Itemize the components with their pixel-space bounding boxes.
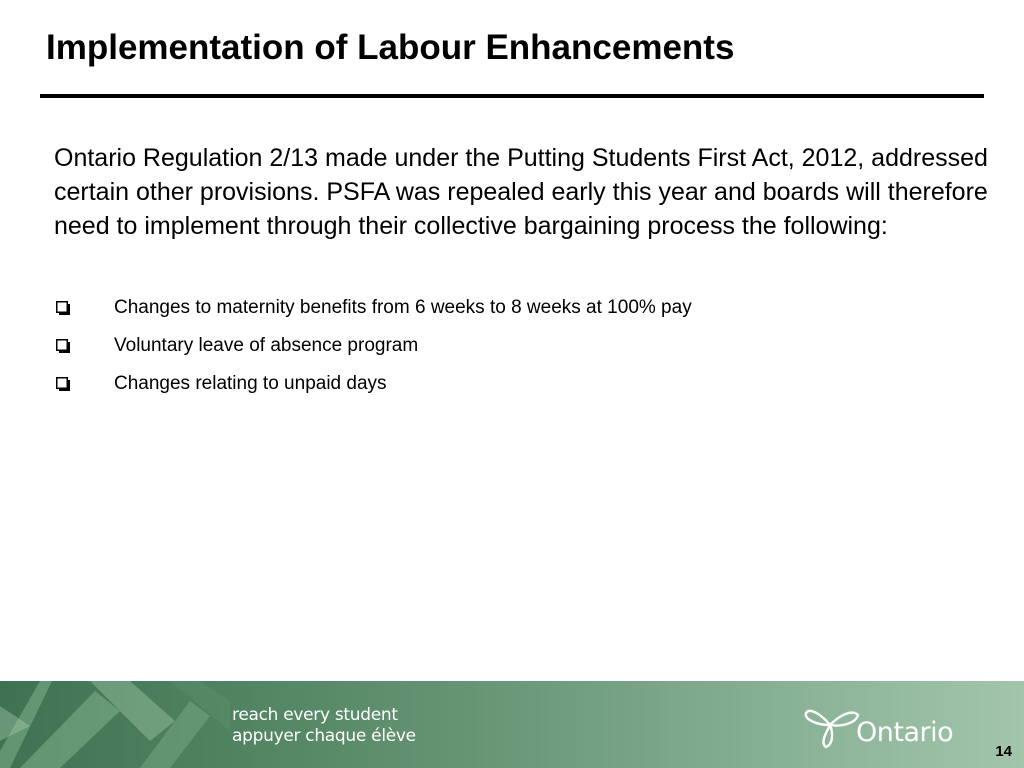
checkbox-bullet-icon [56,339,70,353]
tagline-english: reach every student [232,705,398,725]
bullet-item [56,365,692,403]
slide-title: Implementation of Labour Enhancements [46,28,735,67]
bullet-item [56,327,692,365]
bullet-text: Changes relating to unpaid days [114,373,387,394]
bullet-item [56,289,692,327]
ontario-logo [800,701,953,749]
bullet-list [56,289,692,403]
tagline-french: appuyer chaque élève [232,726,416,746]
page-number: 14 [995,743,1012,760]
trillium-icon [800,701,862,749]
checkbox-bullet-icon [56,377,70,391]
title-underline [40,94,984,98]
tagline [232,705,416,747]
intro-paragraph: Ontario Regulation 2/13 made under the Putting Students First Act, 2012, addressed certain other provisions. PSFA was repealed early this year and boards will therefore need to implement through their collective bargaining process the following: [54,144,988,240]
bullet-text: Changes to maternity benefits from 6 weeks to 8 weeks at 100% pay [114,297,692,318]
decorative-leaf-pattern [0,681,230,768]
checkbox-bullet-icon [56,301,70,315]
bullet-text: Voluntary leave of absence program [114,335,419,356]
ontario-wordmark: Ontario [856,717,954,748]
footer-banner [0,681,1024,768]
